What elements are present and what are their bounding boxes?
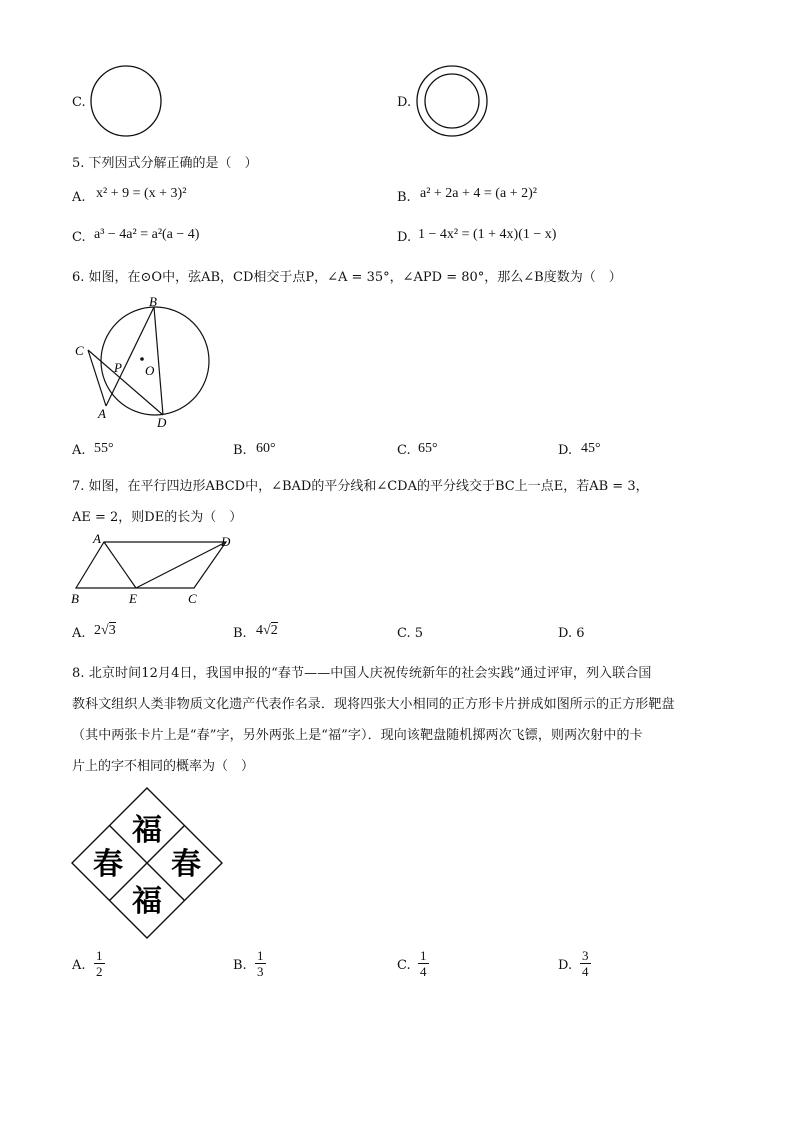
sqrt-icon: √ <box>263 623 271 638</box>
label-c: C <box>188 591 197 606</box>
numerator: 1 <box>96 948 103 963</box>
option-label: D. <box>558 626 573 641</box>
card-left: 春 <box>93 847 123 882</box>
question-stem-line-2: 教科文组织人类非物质文化遗产代表作名录．现将四张大小相同的正方形卡片拼成如图所示的正方形靶盘 <box>72 697 675 712</box>
option-d <box>558 626 585 641</box>
numerator: 1 <box>420 948 427 963</box>
label-b: B <box>71 591 79 606</box>
chord-ab <box>106 307 154 406</box>
question-stem-line-3: （其中两张卡片上是“春”字，另外两张上是“福”字）．现向该靶盘随机掷两次飞镖，则两次射中的卡 <box>72 728 643 743</box>
option-label: D. <box>397 230 412 245</box>
option-label: A. <box>72 958 86 973</box>
option-label: A. <box>72 190 86 205</box>
segment-bd <box>154 307 163 415</box>
option-label: B. <box>233 443 247 458</box>
label-e: E <box>129 591 137 606</box>
label-b: B <box>149 294 157 309</box>
option-d-value: 6 <box>576 626 585 641</box>
question-stem-line-4: 片上的字不相同的概率为（ ） <box>72 759 255 774</box>
question-stem: 5. 下列因式分解正确的是（ ） <box>72 156 258 171</box>
option-label: D. <box>558 958 573 973</box>
coef: 4 <box>256 623 263 638</box>
option-label: D. <box>558 443 573 458</box>
denominator: 4 <box>420 964 427 979</box>
option-c-value: 5 <box>414 626 424 641</box>
option-label: B. <box>233 958 247 973</box>
option-c-value: 65° <box>418 441 438 456</box>
option-a-value <box>94 623 116 639</box>
card-bottom: 福 <box>132 884 162 919</box>
option-d-expr: 1 − 4x² = (1 + 4x)(1 − x) <box>418 227 557 242</box>
option-b-expr: a² + 2a + 4 = (a + 2)² <box>420 186 537 201</box>
option-label: C. <box>397 626 411 641</box>
label-c: C <box>75 343 84 358</box>
option-a-expr: x² + 9 = (x + 3)² <box>96 186 187 201</box>
option-d-fraction <box>580 948 591 979</box>
option-label: B. <box>233 626 247 641</box>
label-p: P <box>114 360 122 375</box>
option-a-value: 55° <box>94 441 114 456</box>
denominator: 2 <box>96 964 103 979</box>
option-label: B. <box>397 190 411 205</box>
denominator: 3 <box>257 964 264 979</box>
label-d: D <box>157 415 167 430</box>
label-a: A <box>98 406 106 421</box>
question-stem: 6. 如图，在⊙O中，弦AB，CD相交于点P，∠A = 35°，∠APD = 80°，那么∠B度数为（ ） <box>72 270 622 285</box>
option-label: A. <box>72 626 86 641</box>
option-label: C. <box>397 443 411 458</box>
question-stem-line-1: 8. 北京时间12月4日，我国申报的“春节——中国人庆祝传统新年的社会实践”通过评审，列入联合国 <box>72 666 652 681</box>
card-top: 福 <box>132 813 162 848</box>
single-circle-figure <box>88 64 166 140</box>
label-d: D <box>221 534 231 549</box>
option-b-fraction <box>255 948 266 979</box>
radicand: 3 <box>108 623 116 638</box>
circle-chord-figure <box>70 292 210 432</box>
option-b-value: 60° <box>256 441 276 456</box>
segment-ae <box>104 542 136 588</box>
dartboard-figure <box>70 786 224 940</box>
option-b-value <box>256 623 278 639</box>
coef: 2 <box>94 623 101 638</box>
option-label: C. <box>72 95 86 110</box>
option-c <box>397 626 423 641</box>
option-c-fraction <box>418 948 429 979</box>
numerator: 1 <box>257 948 264 963</box>
question-stem-line-1: 7. 如图，在平行四边形ABCD中，∠BAD的平分线和∠CDA的平分线交于BC上一点E，若AB = 3， <box>72 479 649 494</box>
numerator: 3 <box>582 948 589 963</box>
parallelogram-abcd <box>76 542 226 588</box>
option-d-value: 45° <box>581 441 601 456</box>
question-stem-line-2: AE = 2，则DE的长为（ ） <box>72 510 243 525</box>
label-o: O <box>145 363 155 378</box>
parallelogram-figure <box>66 530 236 608</box>
option-label: C. <box>72 230 86 245</box>
option-c-expr: a³ − 4a² = a²(a − 4) <box>94 227 200 242</box>
option-label: A. <box>72 443 86 458</box>
segment-de <box>136 542 226 588</box>
option-a-fraction <box>94 948 105 979</box>
card-right: 春 <box>171 847 201 882</box>
option-label: C. <box>397 958 411 973</box>
option-label: D. <box>397 95 412 110</box>
radicand: 2 <box>270 623 278 638</box>
denominator: 4 <box>582 964 589 979</box>
concentric-circles-figure <box>414 64 492 140</box>
label-a: A <box>93 531 101 546</box>
sqrt-icon: √ <box>101 623 109 638</box>
center-dot <box>140 357 144 361</box>
